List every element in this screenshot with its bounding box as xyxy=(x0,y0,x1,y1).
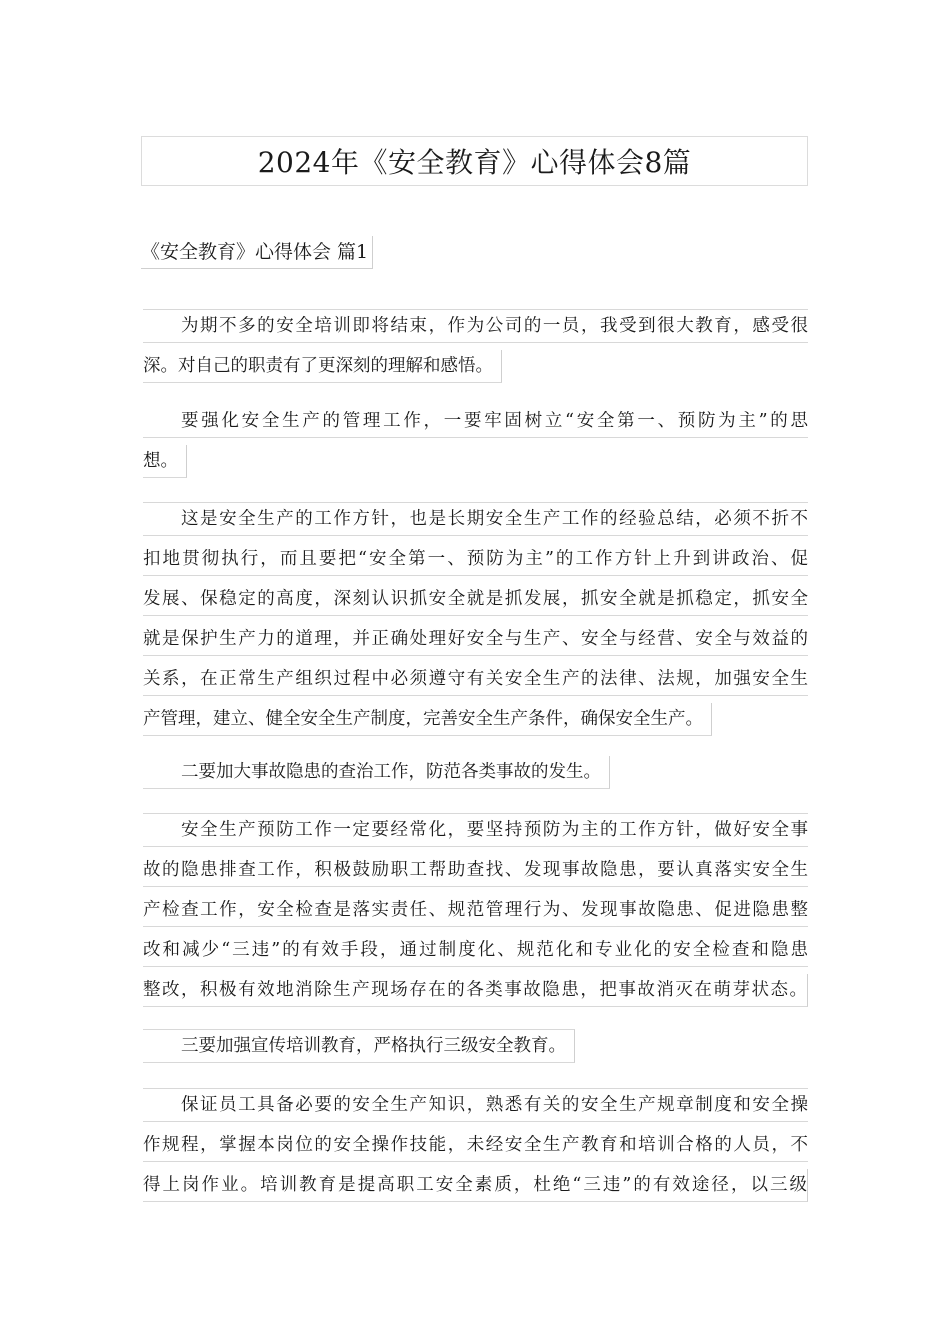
paragraph-line: 为期不多的安全培训即将结束，作为公司的一员，我受到很大教育，感受很 xyxy=(143,309,808,343)
paragraph-line: 扣地贯彻执行，而且要把“安全第一、预防为主”的工作方针上升到讲政治、促 xyxy=(143,543,808,576)
paragraph-line: 深。对自己的职责有了更深刻的理解和感悟。 xyxy=(143,350,502,383)
paragraph-6 xyxy=(143,1029,808,1075)
paragraph-5 xyxy=(143,813,808,1014)
paragraph-line: 改和减少“三违”的有效手段，通过制度化、规范化和专业化的安全检查和隐患 xyxy=(143,934,808,967)
paragraph-line: 整改，积极有效地消除生产现场存在的各类事故隐患，把事故消灭在萌芽状态。 xyxy=(143,974,808,1007)
section-heading: 《安全教育》心得体会 篇1 xyxy=(141,236,373,269)
paragraph-line: 发展、保稳定的高度，深刻认识抓安全就是抓发展，抓安全就是抓稳定，抓安全 xyxy=(143,583,808,616)
paragraph-line: 产检查工作，安全检查是落实责任、规范管理行为、发现事故隐患、促进隐患整 xyxy=(143,894,808,927)
paragraph-line: 要强化安全生产的管理工作，一要牢固树立“安全第一、预防为主”的思 xyxy=(143,405,808,438)
paragraph-line: 三要加强宣传培训教育，严格执行三级安全教育。 xyxy=(143,1029,575,1063)
paragraph-3 xyxy=(143,502,808,748)
paragraph-line: 二要加大事故隐患的查治工作，防范各类事故的发生。 xyxy=(143,756,610,789)
paragraph-line: 作规程，掌握本岗位的安全操作技能，未经安全生产教育和培训合格的人员，不 xyxy=(143,1129,808,1162)
paragraph-line: 产管理，建立、健全安全生产制度，完善安全生产条件，确保安全生产。 xyxy=(143,703,712,736)
paragraph-line: 关系，在正常生产组织过程中必须遵守有关安全生产的法律、法规，加强安全生 xyxy=(143,663,808,696)
paragraph-line: 就是保护生产力的道理，并正确处理好安全与生产、安全与经营、安全与效益的 xyxy=(143,623,808,656)
paragraph-2 xyxy=(143,405,808,490)
paragraph-line: 想。 xyxy=(143,445,187,478)
paragraph-line: 这是安全生产的工作方针，也是长期安全生产工作的经验总结，必须不折不 xyxy=(143,502,808,536)
document-title-box xyxy=(141,136,808,186)
paragraph-4 xyxy=(143,756,808,801)
paragraph-7 xyxy=(143,1088,808,1209)
paragraph-line: 保证员工具备必要的安全生产知识，熟悉有关的安全生产规章制度和安全操 xyxy=(143,1088,808,1122)
paragraph-line: 得上岗作业。培训教育是提高职工安全素质，杜绝“三违”的有效途径，以三级 xyxy=(143,1169,808,1202)
paragraph-line: 安全生产预防工作一定要经常化，要坚持预防为主的工作方针，做好安全事 xyxy=(143,813,808,847)
paragraph-1 xyxy=(143,309,808,395)
document-title: 2024年《安全教育》心得体会8篇 xyxy=(257,146,692,179)
paragraph-line: 故的隐患排查工作，积极鼓励职工帮助查找、发现事故隐患，要认真落实安全生 xyxy=(143,854,808,887)
